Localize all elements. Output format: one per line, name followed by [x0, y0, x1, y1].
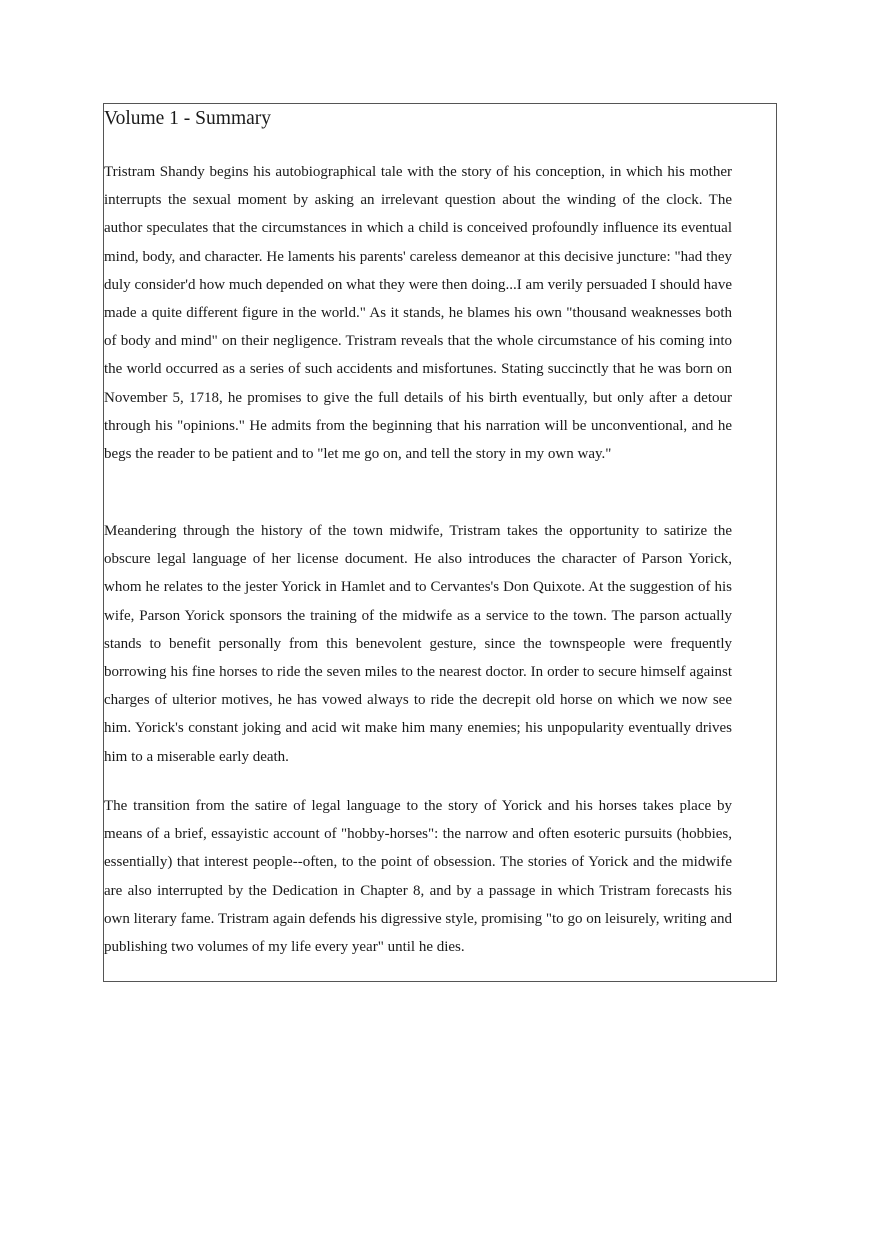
paragraph: Tristram Shandy begins his autobiographical tale with the story of his conception, in which his mother interrupts the sexual moment by asking an irrelevant question about the winding of the clock. The author speculates that the circumstances in which a child is conceived profoundly influence its eventual mind, body, and character. He laments his parents' careless demeanor at this decisive juncture: "had they duly consider'd how much depended on what they were then doing...I am verily persuaded I should have made a quite different figure in the world." As it stands, he blames his own "thousand weaknesses both of body and mind" on their negligence. Tristram reveals that the whole circumstance of his coming into the world occurred as a series of such accidents and misfortunes. Stating succinctly that he was born on November 5, 1718, he promises to give the full details of his birth eventually, but only after a detour through his "opinions." He admits from the beginning that his narration will be unconventional, and he begs the reader to be patient and to "let me go on, and tell the story in my own way."	[104, 164, 732, 463]
section-title: Volume 1 - Summary	[104, 108, 272, 129]
summary-box	[103, 103, 777, 982]
paragraph: Meandering through the history of the town midwife, Tristram takes the opportunity to satirize the obscure legal language of her license document. He also introduces the character of Parson Yorick, whom he relates to the jester Yorick in Hamlet and to Cervantes's Don Quixote. At the suggestion of his wife, Parson Yorick sponsors the training of the midwife as a service to the town. The parson actually stands to benefit personally from this benevolent gesture, since the townspeople were frequently borrowing his fine horses to ride the seven miles to the nearest doctor. In order to secure himself against charges of ulterior motives, he has vowed always to ride the decrepit old horse on which we now see him. Yorick's constant joking and acid wit make him many enemies; his unpopularity eventually drives him to a miserable early death.	[104, 523, 732, 765]
paragraph: The transition from the satire of legal language to the story of Yorick and his horses takes place by means of a brief, essayistic account of "hobby-horses": the narrow and often esoteric pursuits (hobbies, essentially) that interest people--often, to the point of obsession. The stories of Yorick and the midwife are also interrupted by the Dedication in Chapter 8, and by a passage in which Tristram forecasts his own literary fame. Tristram again defends his digressive style, promising "to go on leisurely, writing and publishing two volumes of my life every year" until he dies.	[104, 798, 732, 956]
